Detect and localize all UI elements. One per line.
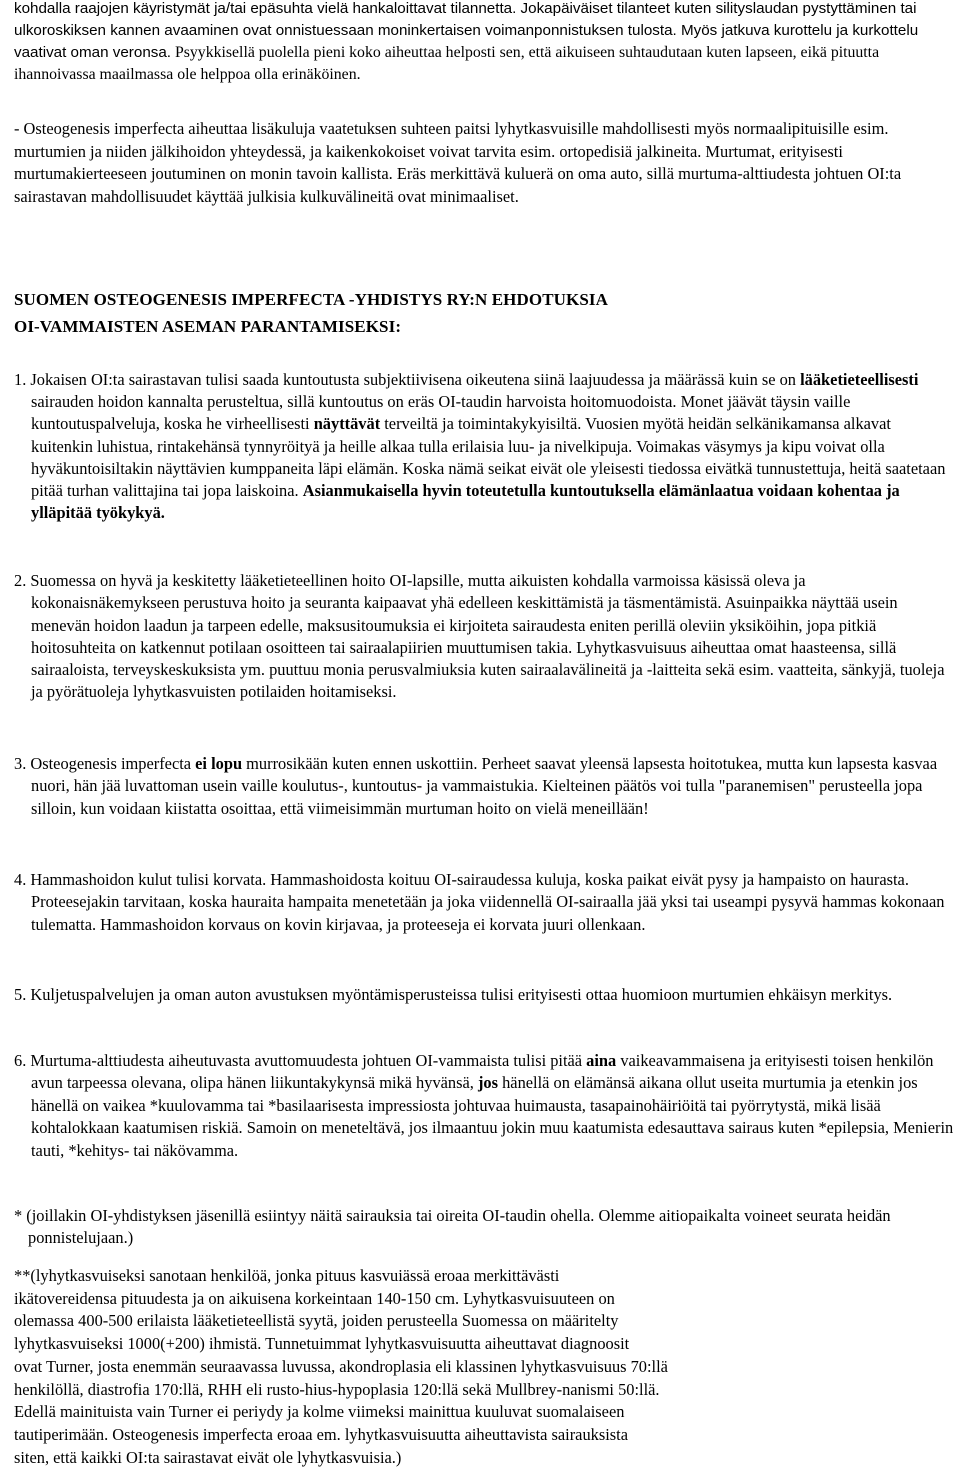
item-3-bold: ei lopu [195, 754, 243, 773]
intro-paragraph [14, 0, 956, 86]
proposal-item-1 [14, 369, 956, 524]
item-6-text-a: Murtuma-alttiudesta aiheutuvasta avuttomuudesta johtuen OI-vammaista tulisi pitää [26, 1051, 587, 1070]
item-6-text-b: vaikeavammaisena ja erityisesti toisen henkilön avun tarpeessa olevana, olipa hänen liikuntakykynsä mikä hyvänsä, [31, 1051, 934, 1093]
item-5-text: Kuljetuspalvelujen ja oman auton avustuksen myöntämisperusteissa tulisi erityisesti ottaa huomioon murtumien ehkäisyn merkitys. [26, 985, 893, 1004]
item-2-number: 2. [14, 571, 27, 590]
footnote-line: siten, että kaikki OI:ta sairastavat eivät ole lyhytkasvuisia.) [14, 1447, 402, 1467]
item-6-bold-a: aina [586, 1051, 617, 1070]
item-2-text: Suomessa on hyvä ja keskitetty lääketieteellinen hoito OI-lapsille, mutta aikuisten kohdalla varmoissa käsissä oleva ja kokonaisnäkemykseen perustuva hoito ja seuranta kaipaavat yhä edelleen keskittämistä ja täsmentämistä. Asuinpaikka näyttää usein menevän hoidon laadun ja tarpeen edelle, maksusitoumuksia ei kirjoiteta sairaudesta eniten perillä oleviin yksiköihin, jopa pitkiä hoitosuhteita on katkennut potilaan osoitteen tai sairaalapiirien muuttumisen takia. Lyhytkasvuisuus aiheuttaa omat haasteensa, sillä sairaaloista, terveyskeskuksista ym. puuttuu monia perusvalmiuksia kuten sairaalavälineitä ja -laitteita sekä esim. vaatteita, sänkyjä, tuoleja ja pyörätuoleja lyhytkasvuisten potilaiden hoitamiseksi. [26, 571, 945, 702]
heading-line-1: SUOMEN OSTEOGENESIS IMPERFECTA -YHDISTYS RY:N EHDOTUKSIA [14, 290, 608, 309]
item-1-bold-c: Asianmukaisella hyvin toteutetulla kuntoutuksella elämänlaatua voidaan kohentaa ja ylläpitää työkykyä. [31, 481, 900, 523]
item-3-text-b: murrosikään kuten ennen uskottiin. Perheet saavat yleensä lapsesta hoitotukea, mutta kun lapsesta kasvaa nuori, hän jää luvattoman usein vaille koulutus-, kuntoutus- ja vammaistukia. Kielteinen päätös voi tulla "paranemisen" perusteella jopa silloin, kun voidaan kiistatta osoittaa, että viimeisimmän murtuman hoito on vielä meneillään! [31, 754, 938, 818]
item-6-number: 6. [14, 1051, 27, 1070]
proposal-item-5 [14, 984, 956, 1006]
section-heading [14, 286, 956, 340]
intro-text-b: Psyykkisellä puolella pieni koko aiheuttaa helposti sen, että aikuiseen suhtaudutaan kuten lapseen, eikä pituutta ihannoivassa maailmassa ole helppoa olla erinäköinen. [14, 44, 880, 83]
footnote-star: * (joillakin OI-yhdistyksen jäsenillä esiintyy näitä sairauksia tai oireita OI-taudin ohella. Olemme aitiopaikalta voineet seurata heidän ponnistelujaan.) [14, 1206, 891, 1248]
heading-line-2: OI-VAMMAISTEN ASEMAN PARANTAMISEKSI: [14, 317, 402, 336]
footnote-line: ovat Turner, josta enemmän seuraavassa luvussa, akondroplasia eli klassinen lyhytkasvuisuus 70:llä [14, 1356, 668, 1376]
item-6-text-c: hänellä on elämänsä aikana ollut useita murtumia ja etenkin jos hänellä on vaikea *kuulovamma tai *basilaarisesta impressiosta johtuvaa huimausta, tasapainohäiriöitä tai pyörrytystä, mikä lisää kohtalokkaan kaatumisen riskiä. Samoin on meneteltävä, jos ilmaantuu jokin muu kaatumista edesauttava sairaus kuten *epilepsia, Menierin tauti, *kehitys- tai näkövamma. [31, 1073, 954, 1160]
footnote-line: **(lyhytkasvuiseksi sanotaan henkilöä, jonka pituus kasvuiässä eroaa merkittävästi [14, 1266, 560, 1285]
item-1-text-a: Jokaisen OI:ta sairastavan tulisi saada kuntoutusta subjektiivisena oikeutena siinä laajuudessa ja määrässä kuin se on [26, 370, 801, 389]
footnote-line: henkilöllä, diastrofia 170:llä, RHH eli rusto-hius-hypoplasia 120:llä sekä Mullbrey-nanismi 50:llä. [14, 1379, 660, 1399]
proposal-item-3 [14, 753, 956, 820]
footnote-line: lyhytkasvuiseksi 1000(+200) ihmistä. Tunnetuimmat lyhytkasvuisuutta aiheuttavat diagnoosit [14, 1334, 630, 1354]
proposal-item-2 [14, 570, 956, 704]
item-1-text-b: sairauden hoidon kannalta perusteltua, sillä kuntoutus on eräs OI-taudin harvoista hoitomuodoista. Monet jäävät täysin vaille kuntoutuspalveluja, koska he virheellisesti [31, 392, 851, 434]
item-4-number: 4. [14, 870, 27, 889]
footnote-line: olemassa 400-500 erilaista lääketieteellistä syytä, joiden perusteella Suomessa on määritelty [14, 1311, 619, 1331]
footnote-double-star [14, 1265, 956, 1469]
item-1-number: 1. [14, 370, 27, 389]
footnote-line: Edellä mainituista vain Turner ei periydy ja kolme viimeksi mainittua kuuluvat suomalaiseen [14, 1402, 625, 1422]
item-1-bold-b: näyttävät [313, 414, 381, 434]
item-3-number: 3. [14, 754, 27, 773]
footnote-line: ikätovereidensa pituudesta ja on aikuisena korkeintaan 140-150 cm. Lyhytkasvuisuuteen on [14, 1288, 615, 1308]
intro-text-a: kohdalla raajojen käyristymät ja/tai epäsuhta vielä hankaloittavat tilannetta. Jokapäiväiset tilanteet kuten silityslaudan pystyttäminen tai ulkoroskiksen kannen avaaminen ovat onnistuessaan moninkertaisen voimanponnistuksen tulosta. Myös jatkuva kurottelu ja kurkottelu vaativat oman veronsa. [14, 0, 919, 61]
item-4-text: Hammashoidon kulut tulisi korvata. Hammashoidosta koituu OI-sairaudessa kuluja, koska paikat eivät pysy ja hampaisto on haurasta. Proteesejakin tarvitaan, koska hauraita hampaita menetetään ja joka viidennellä OI-sairaalla jää yksi tai useampi pysyvä hammas kokonaan tulematta. Hammashoidon korvaus on kovin kirjavaa, ja proteeseja ei korvata juuri ollenkaan. [26, 870, 945, 934]
item-1-text-c: terveiltä ja toimintakykyisiltä. Vuosien myötä heidän selkänikamansa alkavat kuitenkin luhistua, rintakehänsä tynnyröityä ja heille alkaa tulla erilaisia luu- ja nivelkipuja. Voimakas väsymys ja kipu voivat olla hyväkuntoisiltakin näyttävien kumppaneita läpi elämän. Koska nämä seikat eivät ole yleisesti tiedossa eivätkä tunnustettuja, heitä saatetaan pitää turhan valittajina tai jopa laiskoina. [31, 414, 946, 501]
proposal-item-4 [14, 869, 956, 936]
item-3-text-a: Osteogenesis imperfecta [26, 754, 196, 773]
paragraph-osteogenesis-costs: - Osteogenesis imperfecta aiheuttaa lisäkuluja vaatetuksen suhteen paitsi lyhytkasvuisille mahdollisesti myös normaalipituisille esim. murtumien ja niiden jälkihoidon yhteydessä, ja kaikenkokoiset voivat tarvita esim. ortopedisiä jalkineita. Murtumat, erityisesti murtumakierteeseen joutuminen on monin tavoin kallista. Eräs merkittävä kuluerä on oma auto, sillä murtuma-alttiudesta johtuen OI:ta sairastavan mahdollisuudet käyttää julkisia kulkuvälineitä ovat minimaaliset. [14, 119, 902, 206]
item-1-bold-a: lääketieteellisesti [800, 370, 919, 389]
item-6-bold-b: jos [477, 1073, 499, 1093]
footnote-line: tautiperimään. Osteogenesis imperfecta eroaa em. lyhytkasvuisuutta aiheuttavista sairauksista [14, 1424, 628, 1444]
proposal-item-6 [14, 1050, 956, 1162]
item-5-number: 5. [14, 985, 27, 1004]
